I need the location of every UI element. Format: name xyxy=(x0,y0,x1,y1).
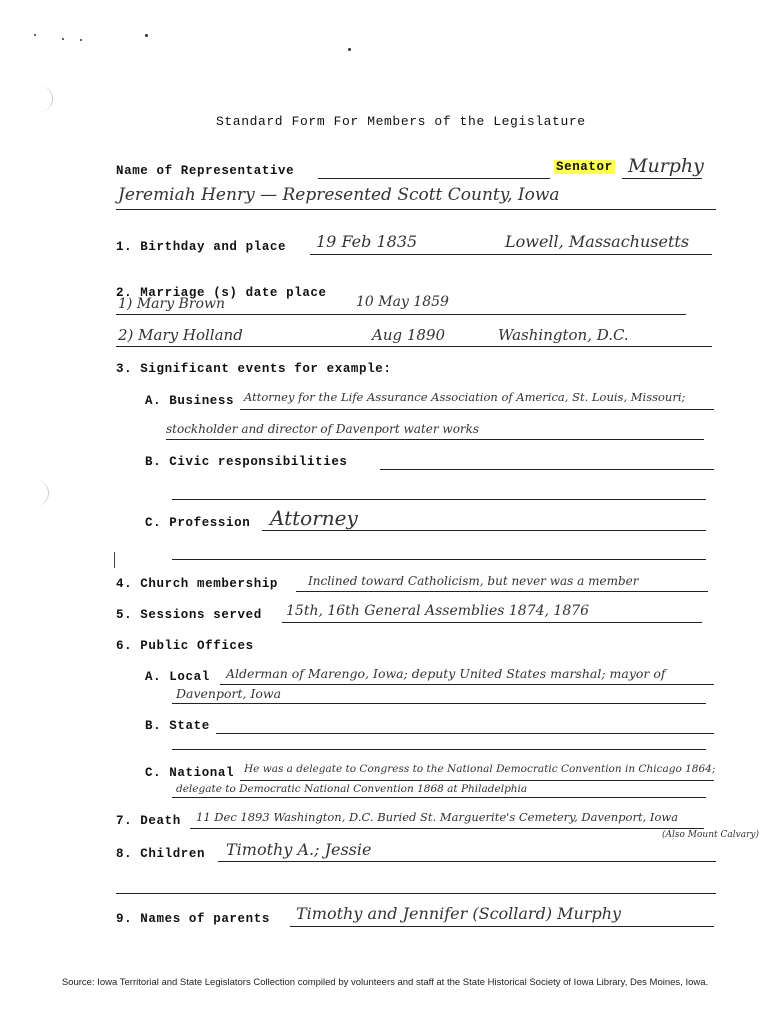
profession-value: Attorney xyxy=(270,506,358,530)
profession-label: C. Profession xyxy=(145,516,251,530)
scan-speck xyxy=(34,34,36,36)
business-value-2: stockholder and director of Davenport water works xyxy=(166,422,480,436)
state-label: B. State xyxy=(145,719,210,733)
parents-underline xyxy=(290,926,714,927)
death-underline xyxy=(190,828,704,829)
name-underline-right xyxy=(622,178,702,179)
business-underline xyxy=(240,409,714,410)
offices-label: 6. Public Offices xyxy=(116,639,254,653)
marriage-first-name: 1) Mary Brown xyxy=(118,296,225,312)
civic-label: B. Civic responsibilities xyxy=(145,455,348,469)
senator-label: Senator xyxy=(556,160,613,174)
business-underline-2 xyxy=(166,439,704,440)
national-value-2: delegate to Democratic National Convention 1868 at Philadelphia xyxy=(176,783,528,795)
form-title: Standard Form For Members of the Legislature xyxy=(216,114,586,129)
national-underline-2 xyxy=(172,797,706,798)
death-label: 7. Death xyxy=(116,814,181,828)
state-underline xyxy=(216,733,714,734)
parents-value: Timothy and Jennifer (Scollard) Murphy xyxy=(296,904,622,923)
church-underline xyxy=(296,591,708,592)
national-label: C. National xyxy=(145,766,235,780)
source-note: Source: Iowa Territorial and State Legislators Collection compiled by volunteers and staff at the State Historical Society of Iowa Library, Des Moines, Iowa. xyxy=(61,977,709,988)
children-value: Timothy A.; Jessie xyxy=(226,840,372,859)
parents-label: 9. Names of parents xyxy=(116,912,270,926)
birthday-date: 19 Feb 1835 xyxy=(316,232,418,251)
national-underline xyxy=(240,780,714,781)
local-value-2: Davenport, Iowa xyxy=(176,686,282,701)
sessions-value: 15th, 16th General Assemblies 1874, 1876 xyxy=(286,603,590,619)
business-label: A. Business xyxy=(145,394,235,408)
business-value: Attorney for the Life Assurance Association of America, St. Louis, Missouri; xyxy=(244,390,686,404)
local-label: A. Local xyxy=(145,670,210,684)
scan-speck xyxy=(80,39,82,41)
church-label: 4. Church membership xyxy=(116,577,279,591)
sessions-underline xyxy=(282,622,702,623)
name-label: Name of Representative xyxy=(116,164,295,178)
birthday-label: 1. Birthday and place xyxy=(116,240,287,254)
civic-underline xyxy=(380,469,714,470)
margin-artifact xyxy=(34,480,49,506)
civic-underline-2 xyxy=(172,499,706,500)
children-underline-2 xyxy=(116,893,716,894)
name-line2-underline xyxy=(116,209,716,210)
children-underline xyxy=(218,861,716,862)
marriage-label: 2. Marriage (s) date place xyxy=(116,286,327,300)
profession-underline-2 xyxy=(172,559,706,560)
marriage-second-date: Aug 1890 xyxy=(372,326,446,344)
marriage-second-name: 2) Mary Holland xyxy=(118,326,243,344)
local-underline-2 xyxy=(172,703,706,704)
birthday-underline xyxy=(310,254,712,255)
scan-speck xyxy=(348,48,351,51)
profession-underline xyxy=(262,530,706,531)
name-value: Murphy xyxy=(628,155,704,177)
margin-mark xyxy=(114,552,115,568)
marriage-second-place: Washington, D.C. xyxy=(498,326,629,344)
local-value: Alderman of Marengo, Iowa; deputy United States marshal; mayor of xyxy=(226,666,666,681)
margin-artifact xyxy=(38,86,53,112)
name-underline xyxy=(318,178,550,179)
marriage-first-underline xyxy=(116,314,686,315)
national-value: He was a delegate to Congress to the National Democratic Convention in Chicago 1864; xyxy=(244,763,716,775)
events-label: 3. Significant events for example: xyxy=(116,362,392,376)
death-note: (Also Mount Calvary) xyxy=(662,830,759,840)
marriage-second-underline xyxy=(116,346,712,347)
marriage-first-date: 10 May 1859 xyxy=(356,294,449,310)
scan-speck xyxy=(62,38,64,40)
death-value: 11 Dec 1893 Washington, D.C. Buried St. Marguerite's Cemetery, Davenport, Iowa xyxy=(196,810,679,824)
church-value: Inclined toward Catholicism, but never was a member xyxy=(308,574,639,588)
local-underline xyxy=(220,684,714,685)
children-label: 8. Children xyxy=(116,847,206,861)
scan-speck xyxy=(145,34,148,37)
sessions-label: 5. Sessions served xyxy=(116,608,262,622)
state-underline-2 xyxy=(172,749,706,750)
name-line2-value: Jeremiah Henry — Represented Scott County, Iowa xyxy=(118,185,560,205)
birthday-place: Lowell, Massachusetts xyxy=(505,232,690,251)
